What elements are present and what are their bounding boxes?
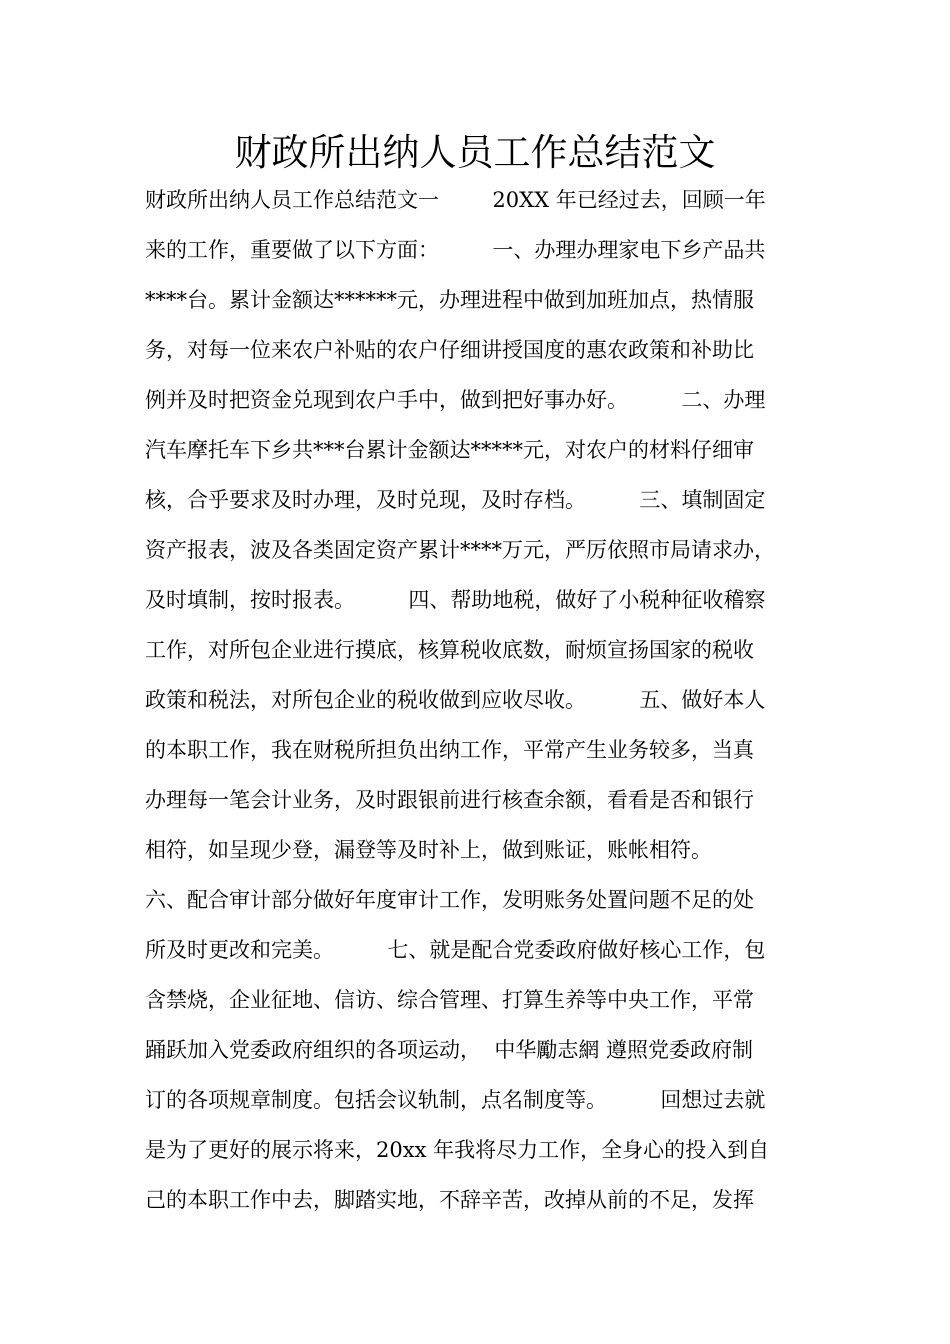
body-line: 所及时更改和完美。 七、就是配合党委政府做好核心工作，包 xyxy=(145,938,766,962)
body-line: 及时填制，按时报表。 四、帮助地税，做好了小税种征收稽察 xyxy=(145,588,766,612)
body-line: 资产报表，波及各类固定资产累计****万元，严厉依照市局请求办， xyxy=(145,538,775,562)
document-title: 财政所出纳人员工作总结范文 xyxy=(234,131,716,174)
body-line: 订的各项规章制度。包括会议轨制，点名制度等。 回想过去就 xyxy=(145,1088,766,1112)
body-line: 例并及时把资金兑现到农户手中，做到把好事办好。 二、办理 xyxy=(145,388,766,412)
body-line: 的本职工作，我在财税所担负出纳工作，平常产生业务较多，当真 xyxy=(145,738,754,762)
body-line: 相符，如呈现少登，漏登等及时补上，做到账证，账帐相符。 xyxy=(145,838,712,862)
body-line: 是为了更好的展示将来，20xx 年我将尽力工作，全身心的投入到自 xyxy=(145,1138,770,1162)
body-line: 办理每一笔会计业务，及时跟银前进行核查余额，看看是否和银行 xyxy=(145,788,754,812)
body-line: 工作，对所包企业进行摸底，核算税收底数，耐烦宣扬国家的税收 xyxy=(145,638,754,662)
body-line: 踊跃加入党委政府组织的各项运动， 中华勵志網 遵照党委政府制 xyxy=(145,1038,754,1062)
body-line: 财政所出纳人员工作总结范文一 20XX 年已经过去，回顾一年 xyxy=(145,188,766,212)
body-line: 己的本职工作中去，脚踏实地，不辞辛苦，改掉从前的不足，发挥 xyxy=(145,1188,754,1212)
body-line: 核，合乎要求及时办理，及时兑现，及时存档。 三、填制固定 xyxy=(145,488,766,512)
body-line: 务，对每一位来农户补贴的农户仔细讲授国度的惠农政策和补助比 xyxy=(145,338,754,362)
body-line: 政策和税法，对所包企业的税收做到应收尽收。 五、做好本人 xyxy=(145,688,766,712)
document-body xyxy=(145,175,815,1225)
body-line: 来的工作，重要做了以下方面： 一、办理办理家电下乡产品共 xyxy=(145,238,766,262)
body-line: 含禁烧，企业征地、信访、综合管理、打算生养等中央工作，平常 xyxy=(145,988,754,1012)
body-line: 六、配合审计部分做好年度审计工作，发明账务处置问题不足的处 xyxy=(145,888,754,912)
body-line: 汽车摩托车下乡共***台累计金额达*****元，对农户的材料仔细审 xyxy=(145,438,754,462)
body-line: ****台。累计金额达******元，办理进程中做到加班加点，热情服 xyxy=(145,288,754,312)
